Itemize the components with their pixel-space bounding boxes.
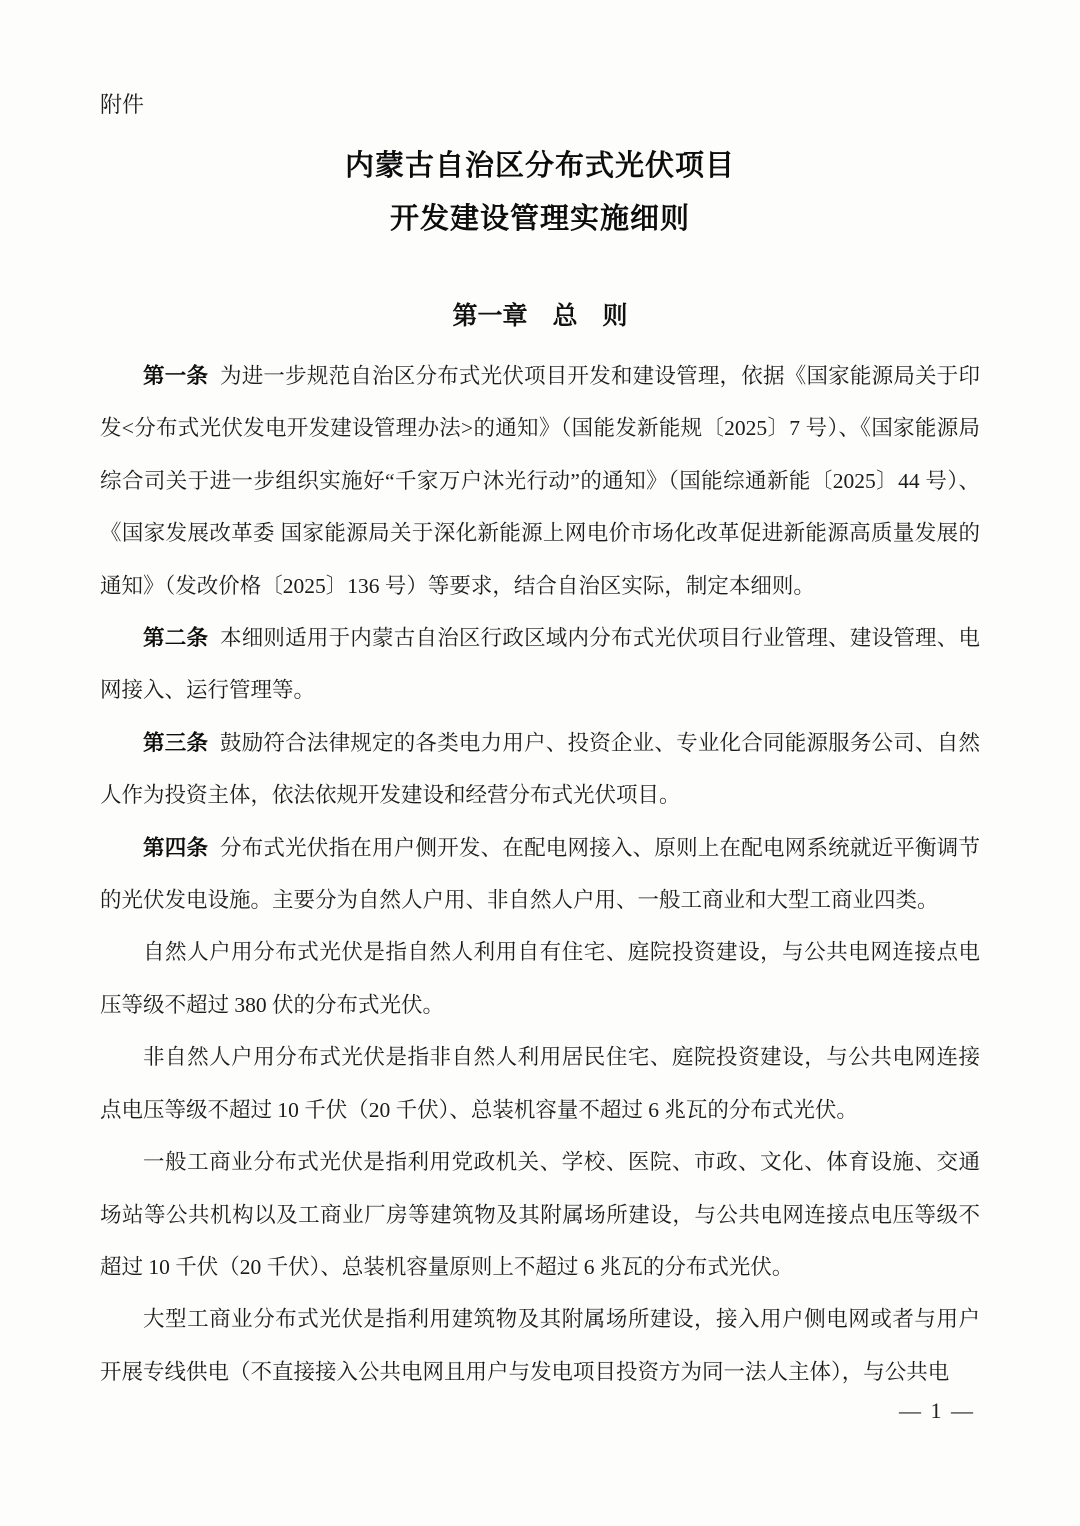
document-title-line1: 内蒙古自治区分布式光伏项目 (344, 150, 735, 182)
paragraph-article-4 (100, 822, 980, 927)
paragraph-definition-natural-person (100, 926, 980, 1031)
paragraph-definition-large-commercial (100, 1293, 980, 1398)
paragraph-text: 非自然人户用分布式光伏是指非自然人利用居民住宅、庭院投资建设，与公共电网连接点电压等级不超过 10 千伏（20 千伏）、总装机容量不超过 6 兆瓦的分布式光伏。 (100, 1045, 980, 1122)
paragraph-article-2 (100, 612, 980, 717)
paragraph-definition-general-commercial (100, 1136, 980, 1293)
document-body (100, 350, 980, 1398)
article-label: 第四条 (143, 835, 209, 860)
paragraph-article-1 (100, 350, 980, 612)
article-label: 第三条 (143, 730, 209, 755)
page-number: — 1 — (899, 1398, 975, 1423)
document-title (100, 140, 980, 246)
paragraph-definition-non-natural-person (100, 1031, 980, 1136)
attachment-label: 附件 (100, 92, 145, 117)
article-label: 第二条 (143, 626, 209, 651)
paragraph-text: 自然人户用分布式光伏是指自然人利用自有住宅、庭院投资建设，与公共电网连接点电压等级不超过 380 伏的分布式光伏。 (100, 940, 980, 1017)
paragraph-text: 大型工商业分布式光伏是指利用建筑物及其附属场所建设，接入用户侧电网或者与用户开展专线供电（不直接接入公共电网且用户与发电项目投资方为同一法人主体），与公共电 (100, 1307, 980, 1384)
paragraph-text: 鼓励符合法律规定的各类电力用户、投资企业、专业化合同能源服务公司、自然人作为投资主体，依法依规开发建设和经营分布式光伏项目。 (100, 730, 980, 808)
paragraph-text: 一般工商业分布式光伏是指利用党政机关、学校、医院、市政、文化、体育设施、交通场站等公共机构以及工商业厂房等建筑物及其附属场所建设，与公共电网连接点电压等级不超过 10 千伏（20 千伏）、总装机容量原则上不超过 6 兆瓦的分布式光伏。 (100, 1150, 980, 1279)
chapter-heading: 第一章 总 则 (452, 302, 628, 330)
document-title-line2: 开发建设管理实施细则 (389, 203, 690, 235)
paragraph-text: 本细则适用于内蒙古自治区行政区域内分布式光伏项目行业管理、建设管理、电网接入、运行管理等。 (100, 626, 980, 703)
paragraph-article-3 (100, 717, 980, 822)
paragraph-text: 分布式光伏指在用户侧开发、在配电网接入、原则上在配电网系统就近平衡调节的光伏发电设施。主要分为自然人户用、非自然人户用、一般工商业和大型工商业四类。 (100, 835, 980, 913)
article-label: 第一条 (143, 364, 209, 388)
paragraph-text: 为进一步规范自治区分布式光伏项目开发和建设管理，依据《国家能源局关于印发<分布式光伏发电开发建设管理办法>的通知》（国能发新能规〔2025〕7 号）、《国家能源局综合司关于进一步组织实施好“千家万户沐光行动”的通知》（国能综通新能〔2025〕44 号）、《国家发展改革委 国家能源局关于深化新能源上网电价市场化改革促进新能源高质量发展的通知》（发改价格〔2025〕136 号）等要求，结合自治区实际，制定本细则。 (100, 364, 980, 598)
